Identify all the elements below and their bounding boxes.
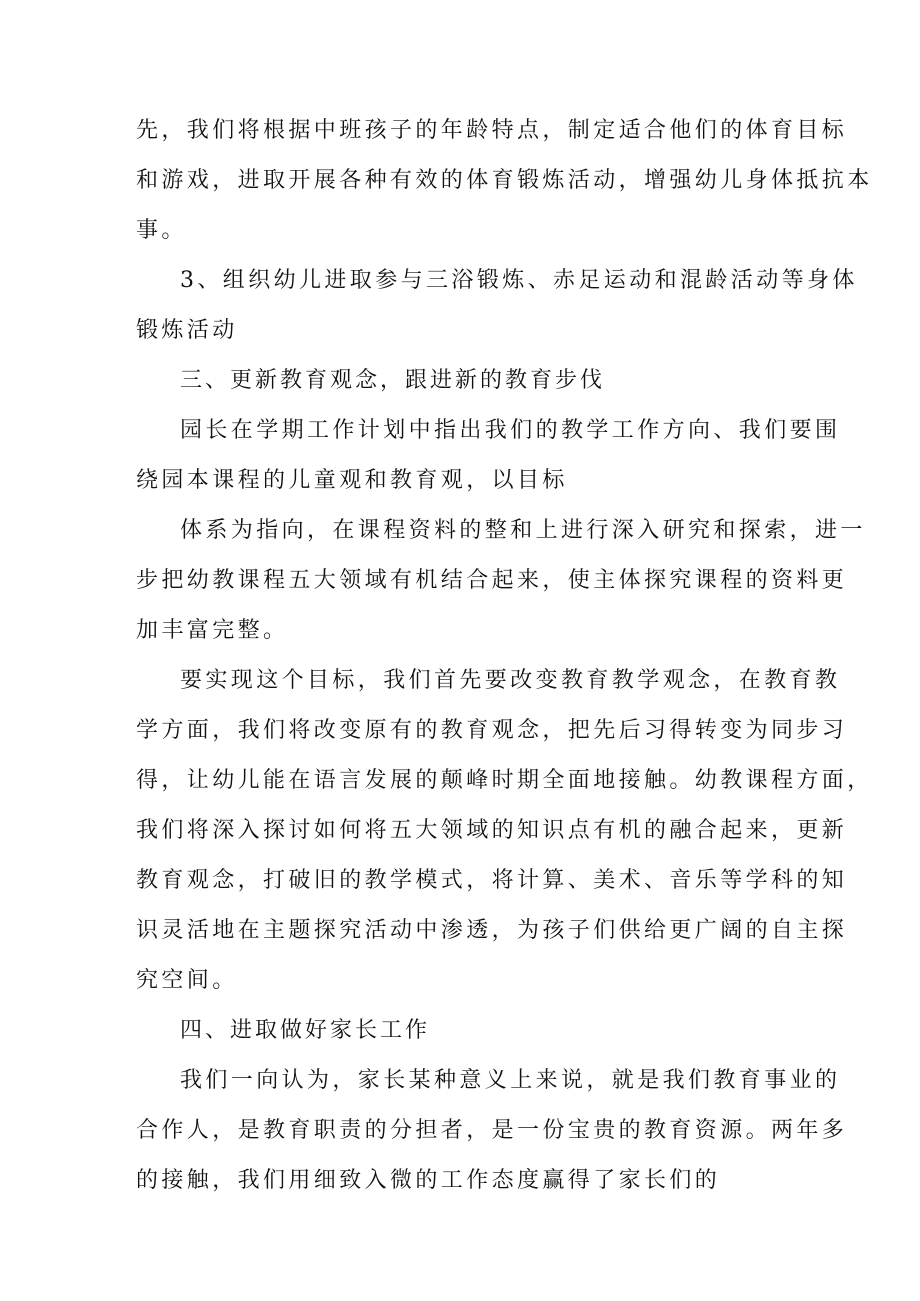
body-text-line: 事。	[136, 218, 187, 243]
body-text-line: 和游戏，进取开展各种有效的体育锻炼活动，增强幼儿身体抵抗本	[136, 168, 873, 193]
body-text-line: 教育观念，打破旧的教学模式，将计算、美术、音乐等学科的知	[136, 868, 848, 893]
body-text-line: 先，我们将根据中班孩子的年龄特点，制定适合他们的体育目标	[136, 118, 848, 143]
body-text-line: 步把幼教课程五大领域有机结合起来，使主体探究课程的资料更	[136, 568, 848, 593]
body-text-line: 学方面，我们将改变原有的教育观念，把先后习得转变为同步习	[136, 718, 848, 743]
section-heading: 三、更新教育观念，跟进新的教育步伐	[180, 368, 606, 393]
body-text-line: 绕园本课程的儿童观和教育观，以目标	[136, 468, 568, 493]
body-text-line: 识灵活地在主题探究活动中渗透，为孩子们供给更广阔的自主探	[136, 918, 848, 943]
body-text-line: 体系为指向，在课程资料的整和上进行深入研究和探索，进一	[180, 518, 866, 543]
section-heading: 四、进取做好家长工作	[180, 1018, 431, 1043]
body-text-line: 究空间。	[136, 968, 238, 993]
body-text-line: 合作人，是教育职责的分担者，是一份宝贵的教育资源。两年多	[136, 1118, 848, 1143]
body-text-line: 得，让幼儿能在语言发展的颠峰时期全面地接触。幼教课程方面，	[136, 768, 873, 793]
body-text-line: 我们将深入探讨如何将五大领域的知识点有机的融合起来，更新	[136, 818, 848, 843]
body-text-line: 的接触，我们用细致入微的工作态度赢得了家长们的	[136, 1168, 721, 1193]
body-text-line: 我们一向认为，家长某种意义上来说，就是我们教育事业的	[180, 1068, 841, 1093]
body-text-line: 加丰富完整。	[136, 618, 289, 643]
body-text-line: 园长在学期工作计划中指出我们的教学工作方向、我们要围	[180, 418, 841, 443]
body-text-line: 要实现这个目标，我们首先要改变教育教学观念，在教育教	[180, 668, 841, 693]
body-text-line: 3、组织幼儿进取参与三浴锻炼、赤足运动和混龄活动等身体	[180, 268, 858, 293]
body-text-line: 锻炼活动	[136, 318, 238, 343]
